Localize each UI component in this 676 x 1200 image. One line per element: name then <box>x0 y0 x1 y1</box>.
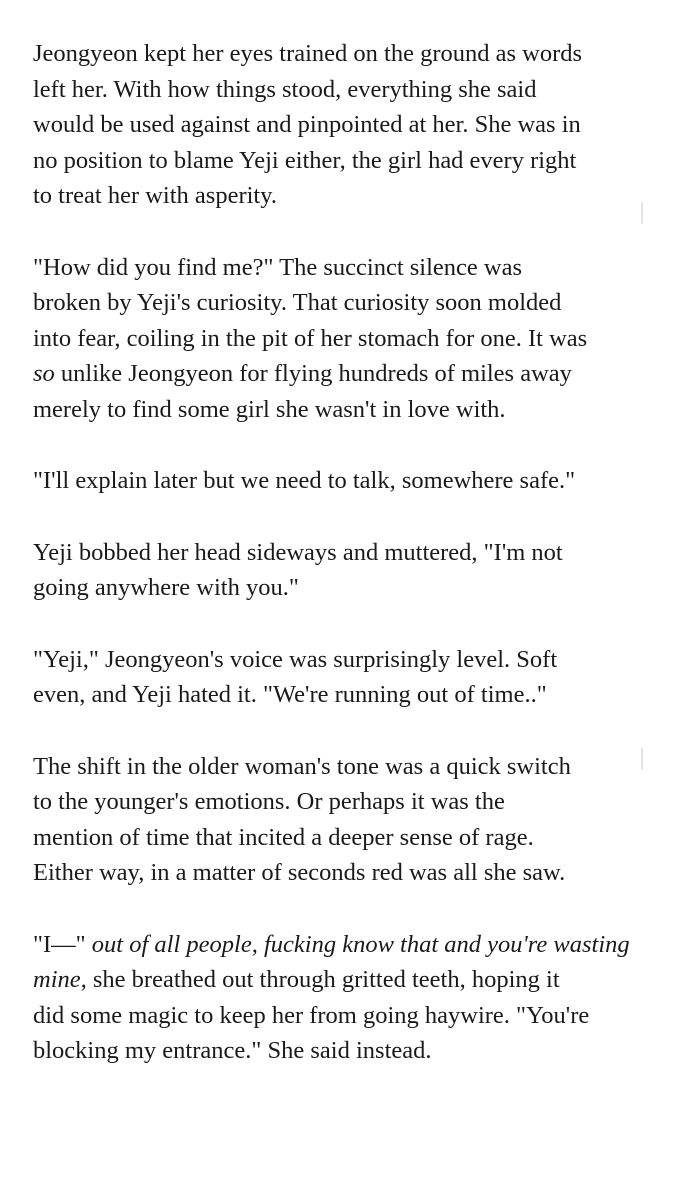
paragraph <box>33 250 633 428</box>
text-line <box>33 356 633 392</box>
text-run: mention of time that incited a deeper sense of rage. <box>33 823 534 851</box>
text-run: left her. With how things stood, everything she said <box>33 75 537 103</box>
text-run: "Yeji," Jeongyeon's voice was surprisingly level. Soft <box>33 645 558 673</box>
text-run: blocking my entrance." She said instead. <box>33 1037 432 1064</box>
text-line <box>33 250 633 286</box>
text-line <box>33 392 633 428</box>
text-line <box>33 570 633 606</box>
text-run: into fear, coiling in the pit of her stomach for one. It was <box>33 324 588 352</box>
text-run: Either way, in a matter of seconds red was all she saw. <box>33 859 566 886</box>
text-run: to treat her with asperity. <box>33 182 278 209</box>
italic-text-run: so <box>33 360 55 387</box>
text-run: Jeongyeon kept her eyes trained on the ground as words <box>33 40 583 67</box>
text-run: even, and Yeji hated it. "We're running out of time.." <box>33 681 547 708</box>
text-run: The shift in the older woman's tone was a quick switch <box>33 752 571 780</box>
text-line <box>33 463 633 499</box>
scroll-edge-mark <box>641 748 643 770</box>
text-run: going anywhere with you." <box>33 574 299 601</box>
text-run: "How did you find me?" The succinct silence was <box>33 253 523 281</box>
text-line <box>33 927 633 963</box>
text-run: "I'll explain later but we need to talk, somewhere safe." <box>33 467 576 494</box>
text-run: did some magic to keep her from going haywire. "You're <box>33 1001 590 1029</box>
paragraph <box>33 463 633 499</box>
text-run: she breathed out through gritted teeth, hoping it <box>86 966 560 993</box>
text-line <box>33 36 633 72</box>
text-line <box>33 285 633 321</box>
text-run: would be used against and pinpointed at her. She was in <box>33 111 581 138</box>
paragraph <box>33 535 633 606</box>
paragraph <box>33 642 633 713</box>
text-line <box>33 72 633 108</box>
text-line <box>33 749 633 785</box>
text-line <box>33 535 633 571</box>
text-line <box>33 178 633 214</box>
text-line <box>33 143 633 179</box>
italic-text-run: out of all people, fucking know that and you're wasting <box>91 930 630 958</box>
text-line <box>33 998 633 1034</box>
paragraph <box>33 749 633 891</box>
text-line <box>33 820 633 856</box>
text-line <box>33 321 633 357</box>
text-run: Yeji bobbed her head sideways and muttered, "I'm not <box>33 538 563 566</box>
text-line <box>33 1033 633 1069</box>
text-line <box>33 642 633 678</box>
italic-text-run: mine, <box>33 966 87 993</box>
text-line <box>33 962 633 998</box>
paragraph <box>33 927 633 1069</box>
text-run: to the younger's emotions. Or perhaps it was the <box>33 788 505 815</box>
text-run: merely to find some girl she wasn't in love with. <box>33 395 506 423</box>
text-run: "I—" <box>33 930 92 958</box>
text-run: no position to blame Yeji either, the girl had every right <box>33 146 577 174</box>
story-text <box>33 36 633 1105</box>
text-run: broken by Yeji's curiosity. That curiosity soon molded <box>33 289 562 316</box>
paragraph <box>33 36 633 214</box>
text-line <box>33 855 633 891</box>
text-line <box>33 107 633 143</box>
text-line <box>33 784 633 820</box>
text-run: unlike Jeongyeon for flying hundreds of miles away <box>54 360 572 387</box>
scroll-edge-mark <box>641 202 643 224</box>
text-line <box>33 677 633 713</box>
